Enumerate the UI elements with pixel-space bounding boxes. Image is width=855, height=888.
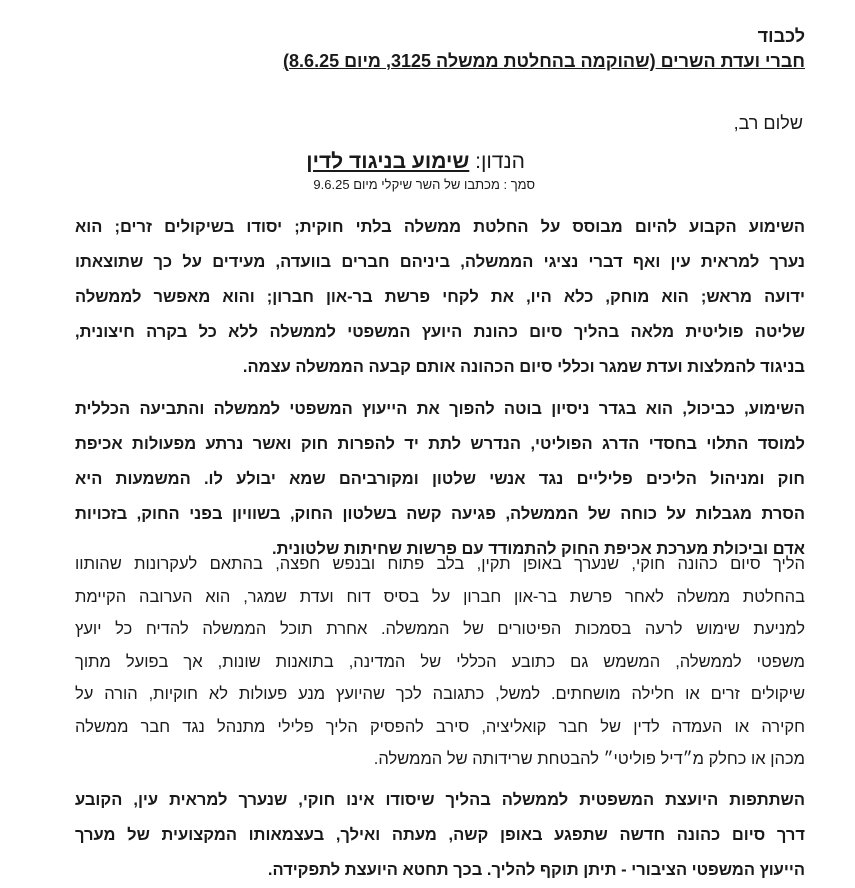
text-line: חוק ומניהול הליכים פליליים נגד אנשי שלטון ומקורביהם שמא יבולע לו. המשמעות היא — [75, 470, 805, 488]
text-line: מכהן או כחלק מ״דיל פוליטי״ להבטחת שרידותה של הממשלה. — [373, 750, 805, 768]
paragraph-2 — [75, 392, 805, 567]
paragraph-1 — [75, 210, 805, 385]
greeting: שלום רב, — [733, 113, 803, 133]
text-line: ידועה מראש; הוא מוחק, כלא היו, את לקחי פרשת בר-און חברון; והוא מאפשר לממשלה — [75, 288, 805, 306]
reference-line: סמך : מכתבו של השר שיקלי מיום 9.6.25 — [313, 177, 535, 192]
text-line: שיקולים זרים או חלילה מושחתים. למשל, כתגובה לכך שהיועץ מנע פעולות לא חוקיות, הורה על — [75, 685, 805, 703]
text-line: הסרת מגבלות על כוחה של הממשלה, פגיעה קשה בשלטון החוק, בשוויון בפני החוק, בזכויות — [75, 505, 805, 523]
subject-title: שימוע בניגוד לדין — [306, 150, 470, 173]
subject-line — [306, 150, 525, 174]
paragraph-4 — [75, 783, 805, 888]
text-line: שליטה פוליטית מלאה בהליך סיום כהונת היועץ המשפטי לממשלה ללא כל בקרה חיצונית, — [75, 323, 805, 341]
text-line: למניעת שימוש לרעה בסמכות הפיטורים של הממשלה. אחרת תוכל הממשלה להדיח כל יועץ — [75, 620, 805, 638]
text-line: השתתפות היועצת המשפטית לממשלה בהליך שיסודו אינו חוקי, שנערך למראית עין, הקובע — [75, 791, 805, 809]
text-line: נערך למראית עין ואף דברי נציגי הממשלה, ביניהם חברים בוועדה, מעידים על כך שתוצאתו — [75, 253, 805, 271]
text-line: השימוע, כביכול, הוא בגדר ניסיון בוטה להפוך את הייעוץ המשפטי לממשלה והתביעה הכללית — [75, 400, 805, 418]
text-line: בניגוד להמלצות ועדת שמגר וכללי סיום הכהונה אותם קבעה הממשלה עצמה. — [242, 358, 805, 376]
subject-label: הנדון: — [475, 150, 525, 173]
text-line: משפטי לממשלה, המשמש גם כתובע הכללי של המדינה, בתואנות שונות, אך בפועל מתוך — [75, 652, 805, 671]
paragraph-3 — [75, 548, 805, 776]
text-line: דרך סיום כהונה חדשה שתפגע באופן קשה, מעתה ואילך, בעצמאותו המקצועית של מערך — [75, 826, 805, 844]
addressee-recipients: חברי ועדת השרים (שהוקמה בהחלטת ממשלה 3125, מיום 8.6.25) — [283, 51, 805, 71]
text-line: למוסד התלוי בחסדי הדרג הפוליטי, הנדרש לתת יד להפרות חוק ואשר נרתע מפעולות אכיפת — [75, 435, 805, 453]
addressee-to: לכבוד — [757, 26, 805, 46]
text-line: אדם וביכולת מערכת אכיפת החוק להתמודד עם פרשות שחיתות שלטונית. — [272, 540, 805, 558]
text-line: הליך סיום כהונה חוקי, שנערך באופן תקין, בלב פתוח ובנפש חפצה, בהתאם לעקרונות שהותוו — [75, 555, 805, 573]
text-line: הייעוץ המשפטי הציבורי - תיתן תוקף להליך. בכך תחטא היועצת לתפקידה. — [267, 861, 805, 879]
text-line: בהחלטת ממשלה לאחר פרשת בר-און חברון על בסיס דוח ועדת שמגר, הוא הערובה הקיימת — [75, 587, 805, 606]
text-line: השימוע הקבוע להיום מבוסס על החלטת ממשלה בלתי חוקית; יסודו בשיקולים זרים; הוא — [75, 218, 805, 236]
text-line: חקירה או העמדה לדין של חבר קואליציה, סירב להפסיק הליך פלילי מתנהל נגד חבר ממשלה — [75, 717, 805, 736]
